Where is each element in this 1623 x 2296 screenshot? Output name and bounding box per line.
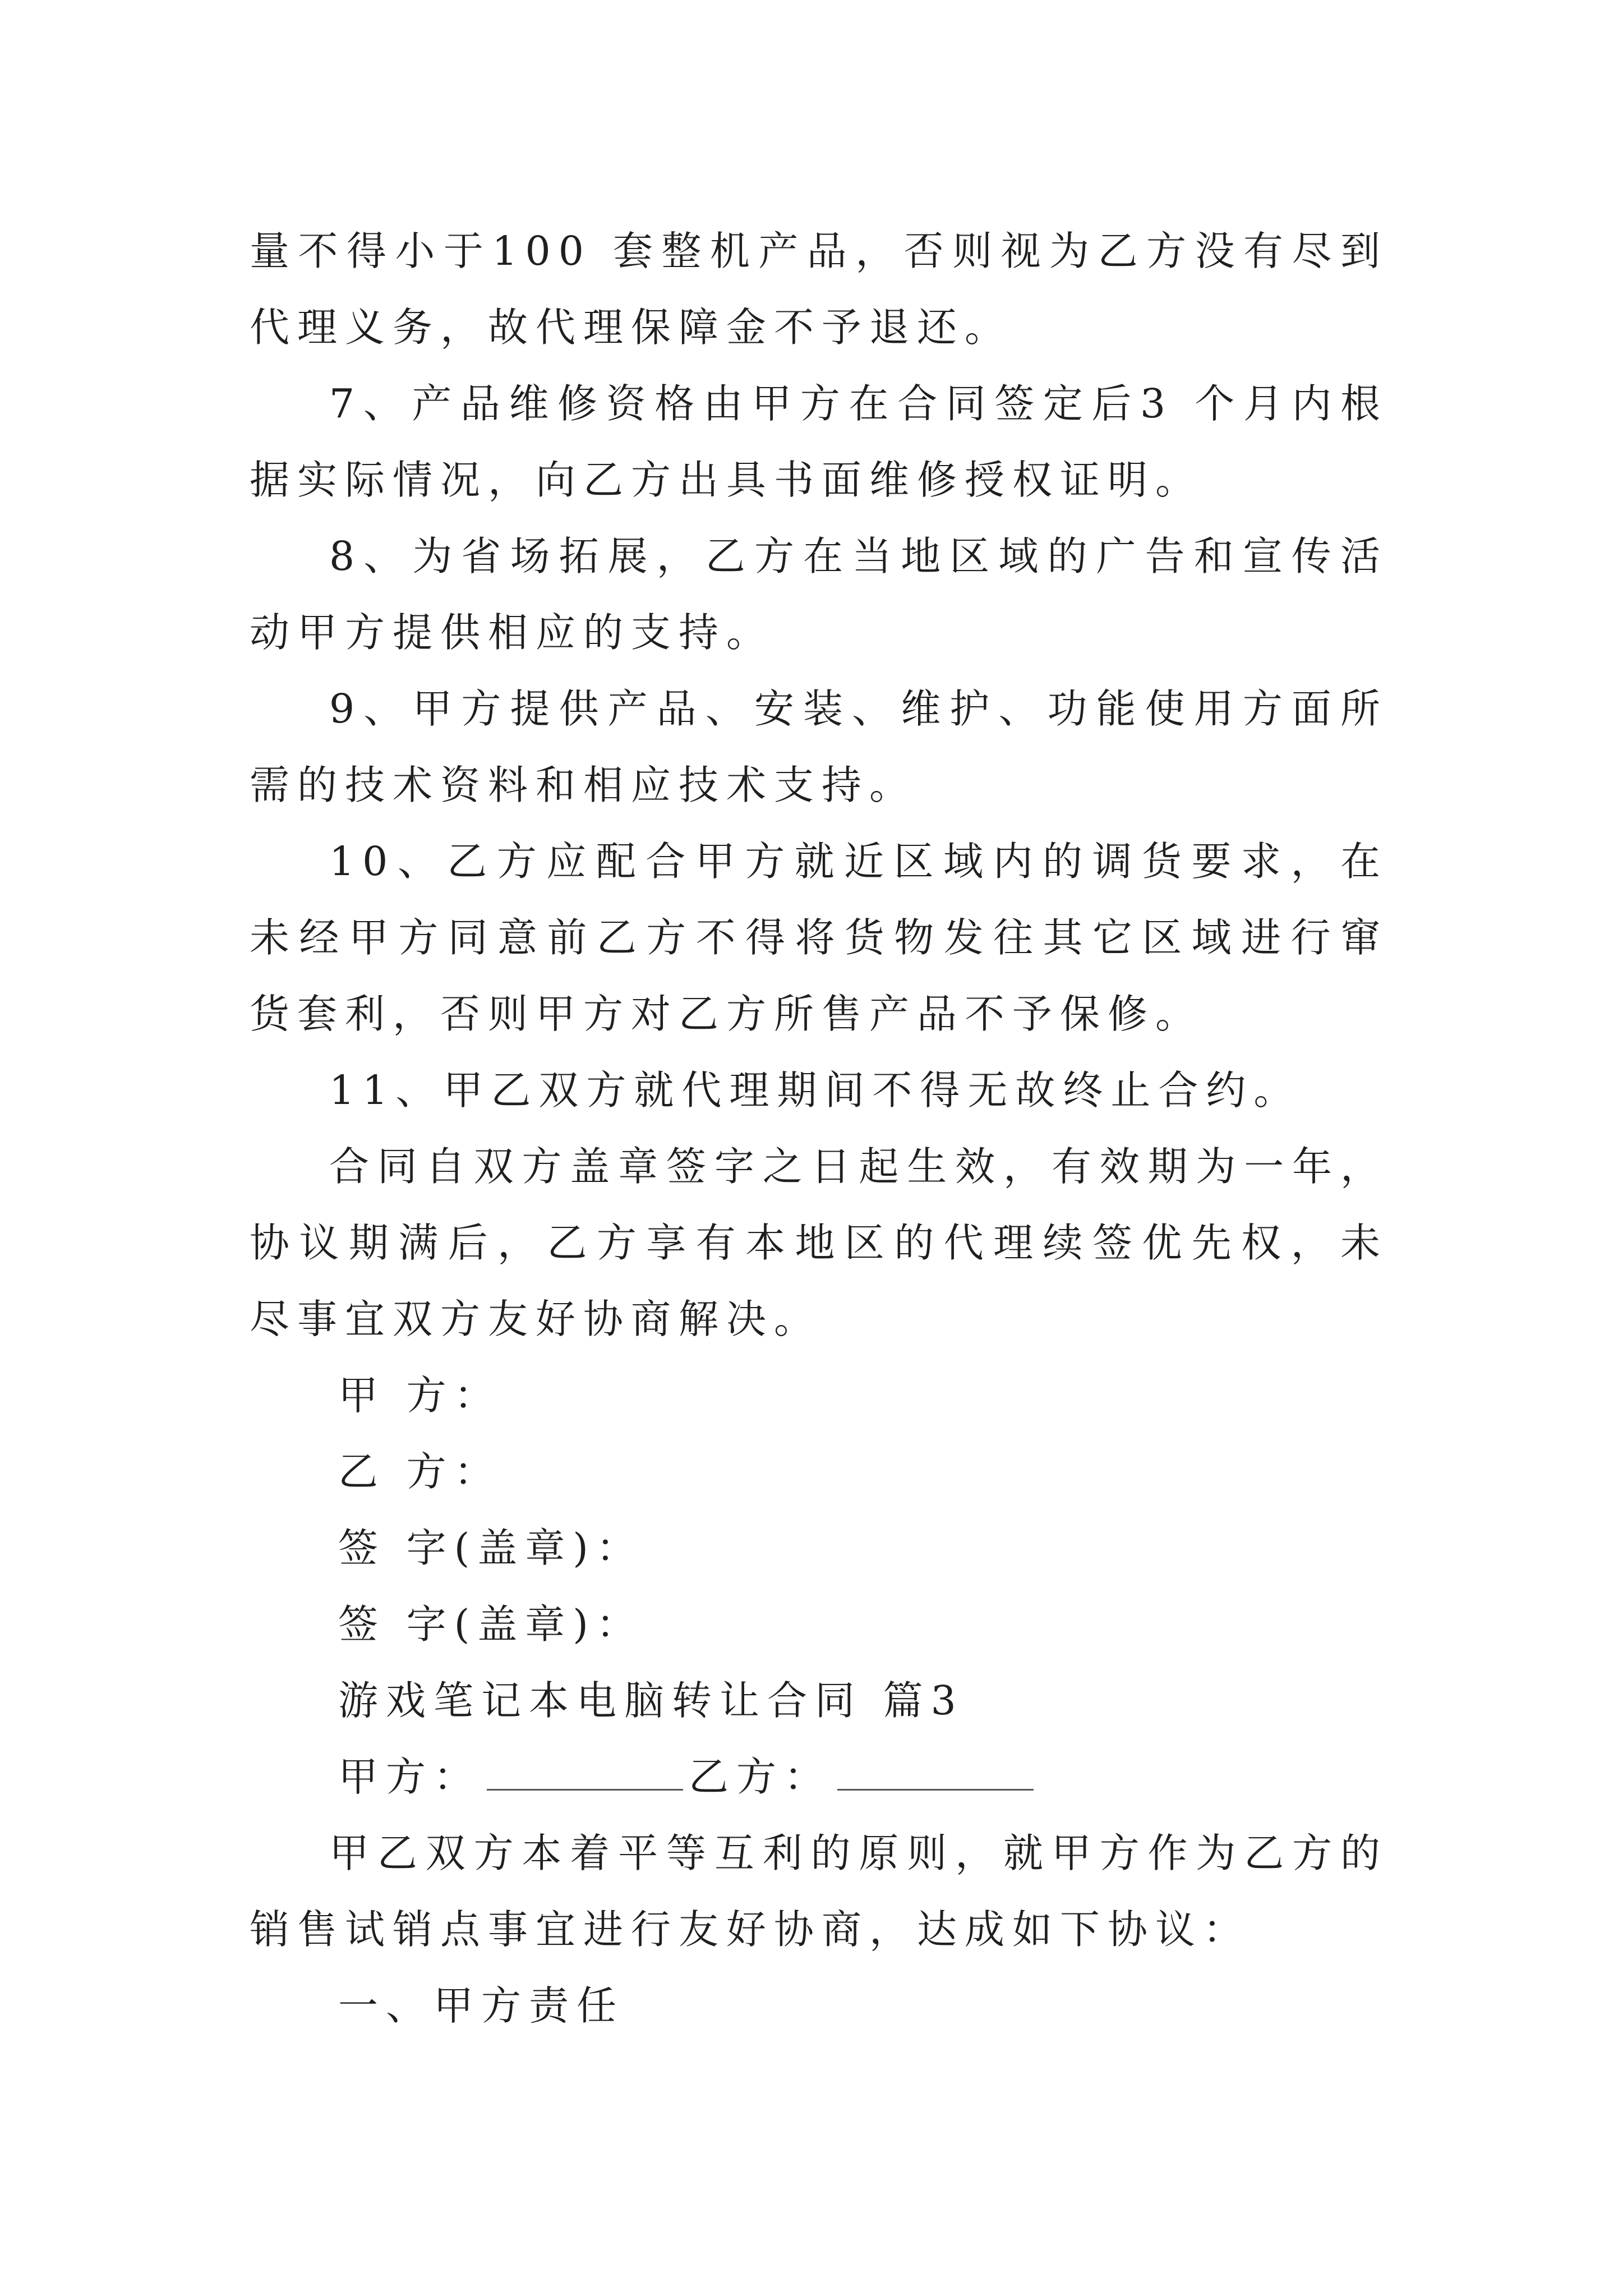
party-a-blank (487, 1750, 683, 1791)
party-b-label: 乙方： (689, 1754, 832, 1800)
effective-clause: 合同自双方盖章签字之日起生效，有效期为一年，协议期满后，乙方享有本地区的代理续签优先权，未尽事宜双方友好协商解决。 (250, 1143, 1388, 1342)
clause-7: 7、产品维修资格由甲方在合同签定后3 个月内根据实际情况，向乙方出具书面维修授权证明。 (250, 380, 1388, 503)
signature-seal-b: 签 字(盖章)： (338, 1601, 644, 1648)
signature-seal-a: 签 字(盖章)： (338, 1525, 644, 1571)
party-line (250, 1739, 1388, 1815)
intro-paragraph: 甲乙双方本着平等互利的原则，就甲方作为乙方的销售试销点事宜进行友好协商，达成如下协议： (250, 1830, 1388, 1953)
section-title: 游戏笔记本电脑转让合同 篇3 (338, 1677, 964, 1724)
clause-11: 11、甲乙双方就代理期间不得无故终止合约。 (329, 1067, 1302, 1114)
signature-party-b: 乙 方： (338, 1448, 502, 1495)
party-a-label: 甲方： (338, 1754, 482, 1800)
party-b-blank (837, 1750, 1034, 1791)
clause-10: 10、乙方应配合甲方就近区域内的调货要求，在未经甲方同意前乙方不得将货物发往其它区域进行窜货套利，否则甲方对乙方所售产品不予保修。 (250, 838, 1388, 1037)
paragraph-continuation: 量不得小于100 套整机产品，否则视为乙方没有尽到代理义务，故代理保障金不予退还。 (250, 228, 1388, 351)
signature-party-a: 甲 方： (338, 1372, 502, 1419)
clause-9: 9、甲方提供产品、安装、维护、功能使用方面所需的技术资料和相应技术支持。 (250, 685, 1388, 808)
clause-8: 8、为省场拓展，乙方在当地区域的广告和宣传活动甲方提供相应的支持。 (250, 533, 1388, 656)
section-heading: 一、甲方责任 (338, 1982, 625, 2029)
document-body (250, 213, 1388, 2044)
